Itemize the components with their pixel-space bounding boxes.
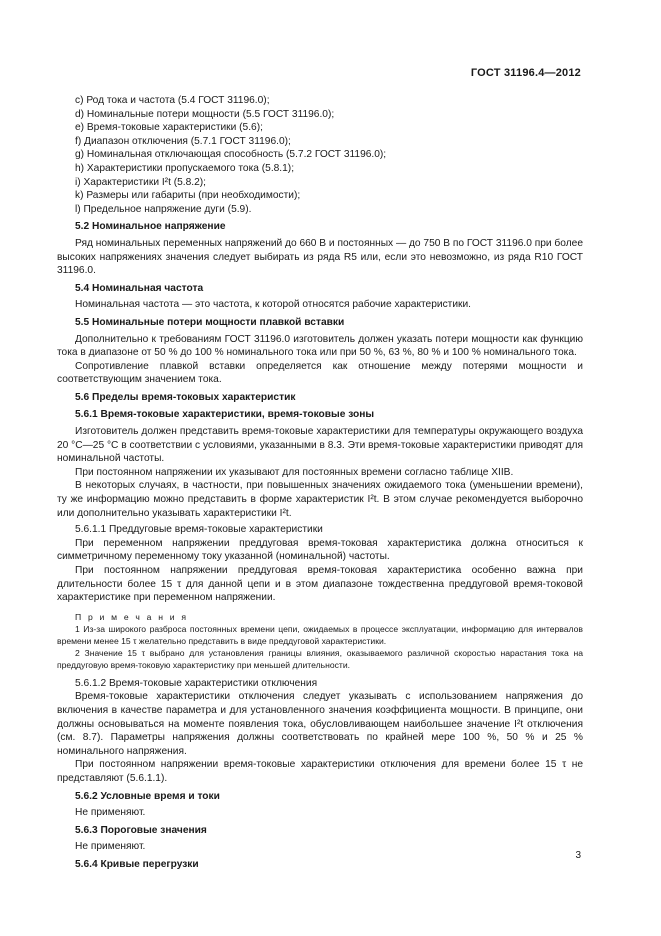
notes-title: П р и м е ч а н и я xyxy=(75,611,189,622)
list-item-k: k) Размеры или габариты (при необходимости); xyxy=(75,190,301,202)
paragraph-5-2: Ряд номинальных переменных напряжений до 660 В и постоянных — до 750 В по ГОСТ 31196.0 при более высоких напряжениях значения следует выбирать из ряда R5 или, если это невозможно, из ряда R10 ГОСТ 31196.0. xyxy=(57,237,583,277)
list-item-h: h) Характеристики пропускаемого тока (5.8.1); xyxy=(75,162,295,174)
paragraph-5-4: Номинальная частота — это частота, к которой относятся рабочие характеристики. xyxy=(75,299,472,311)
heading-5-6-1-1: 5.6.1.1 Преддуговые время-токовые характеристики xyxy=(75,524,323,536)
standard-header: ГОСТ 31196.4—2012 xyxy=(470,67,581,79)
paragraph-5-6-1-c: В некоторых случаях, в частности, при повышенных значениях ожидаемого тока (уменьшении времени), ту же информацию можно представить в форме характеристик I²t. В этом случае рекомендуется выборочно или дополнительно указывать характеристики I²t. xyxy=(57,480,583,519)
heading-5-6: 5.6 Пределы время-токовых характеристик xyxy=(75,391,296,403)
heading-5-6-1: 5.6.1 Время-токовые характеристики, время-токовые зоны xyxy=(75,409,375,421)
page-content xyxy=(57,94,583,875)
paragraph-5-6-1-2-a: Время-токовые характеристики отключения следует указывать с использованием напряжения до включения в качестве параметра и для установленного значения коэффициента мощности. В принципе, они должны основываться на моменте появления тока, обусловливающем наибольшее значение I²t отключения (см. 8.7). Параметры напряжения должны соответствовать по крайней мере 100 %, 50 % и 25 % номинального напряжения. xyxy=(57,691,583,757)
list-item-i: i) Характеристики I²t (5.8.2); xyxy=(75,176,207,188)
note-1: 1 Из-за широкого разброса постоянных времени цепи, ожидаемых в процессе эксплуатации, информацию для интервалов времени менее 15 τ желательно представить в виде преддуговой характеристики. xyxy=(57,623,583,646)
paragraph-5-6-1-a: Изготовитель должен представить время-токовые характеристики для температуры окружающего воздуха 20 °С—25 °С в соответствии с условиями, указанными в 8.3. Эти время-токовые характеристики приводят для номинальной частоты. xyxy=(57,426,583,465)
list-item-c: c) Род тока и частота (5.4 ГОСТ 31196.0); xyxy=(75,95,270,106)
heading-5-6-2: 5.6.2 Условные время и токи xyxy=(75,790,220,802)
paragraph-5-6-1-1-a: При переменном напряжении преддуговая время-токовая характеристика должна относиться к симметричному переменному току указанной (номинальной) частоты. xyxy=(57,537,583,563)
heading-5-6-1-2: 5.6.1.2 Время-токовые характеристики отключения xyxy=(75,677,318,689)
paragraph-5-6-1-2-b: При постоянном напряжении время-токовые характеристики отключения для времени более 15 τ не представляют (5.6.1.1). xyxy=(57,759,583,784)
heading-5-6-4: 5.6.4 Кривые перегрузки xyxy=(75,858,199,870)
paragraph-5-6-2: Не применяют. xyxy=(75,807,146,819)
note-2: 2 Значение 15 τ выбрано для установления границы влияния, оказываемого различной скоростью нарастания тока на преддуговую время-токовую характеристику при меньшей длительности. xyxy=(57,647,583,670)
list-item-g: g) Номинальная отключающая способность (5.7.2 ГОСТ 31196.0); xyxy=(75,149,387,161)
heading-5-2: 5.2 Номинальное напряжение xyxy=(75,221,226,233)
page-number: 3 xyxy=(575,850,581,861)
paragraph-5-5-1: Дополнительно к требованиям ГОСТ 31196.0 изготовитель должен указать потери мощности как функцию тока в диапазоне от 50 % до 100 % номинального тока или при 50 %, 63 %, 80 % и 100 % номинального тока. xyxy=(57,333,583,359)
paragraph-5-6-1-1-b: При постоянном напряжении преддуговая время-токовая характеристика особенно важна при длительности более 15 τ для данной цепи и в этом диапазоне тождественна преддуговой время-токовой характеристике при переменном напряжении. xyxy=(57,565,583,604)
list-item-d: d) Номинальные потери мощности (5.5 ГОСТ 31196.0); xyxy=(75,108,335,120)
list-item-l: l) Предельное напряжение дуги (5.9). xyxy=(75,203,252,215)
heading-5-4: 5.4 Номинальная частота xyxy=(75,282,204,294)
paragraph-5-6-3: Не применяют. xyxy=(75,841,146,853)
list-item-e: e) Время-токовые характеристики (5.6); xyxy=(75,122,263,134)
heading-5-5: 5.5 Номинальные потери мощности плавкой вставки xyxy=(75,316,345,328)
paragraph-5-6-1-b: При постоянном напряжении их указывают для постоянных времени согласно таблице XIIB. xyxy=(75,466,514,478)
heading-5-6-3: 5.6.3 Пороговые значения xyxy=(75,824,207,836)
paragraph-5-5-2: Сопротивление плавкой вставки определяется как отношение между потерями мощности и соответствующим значением тока. xyxy=(57,360,583,386)
list-item-f: f) Диапазон отключения (5.7.1 ГОСТ 31196.0); xyxy=(75,135,291,147)
